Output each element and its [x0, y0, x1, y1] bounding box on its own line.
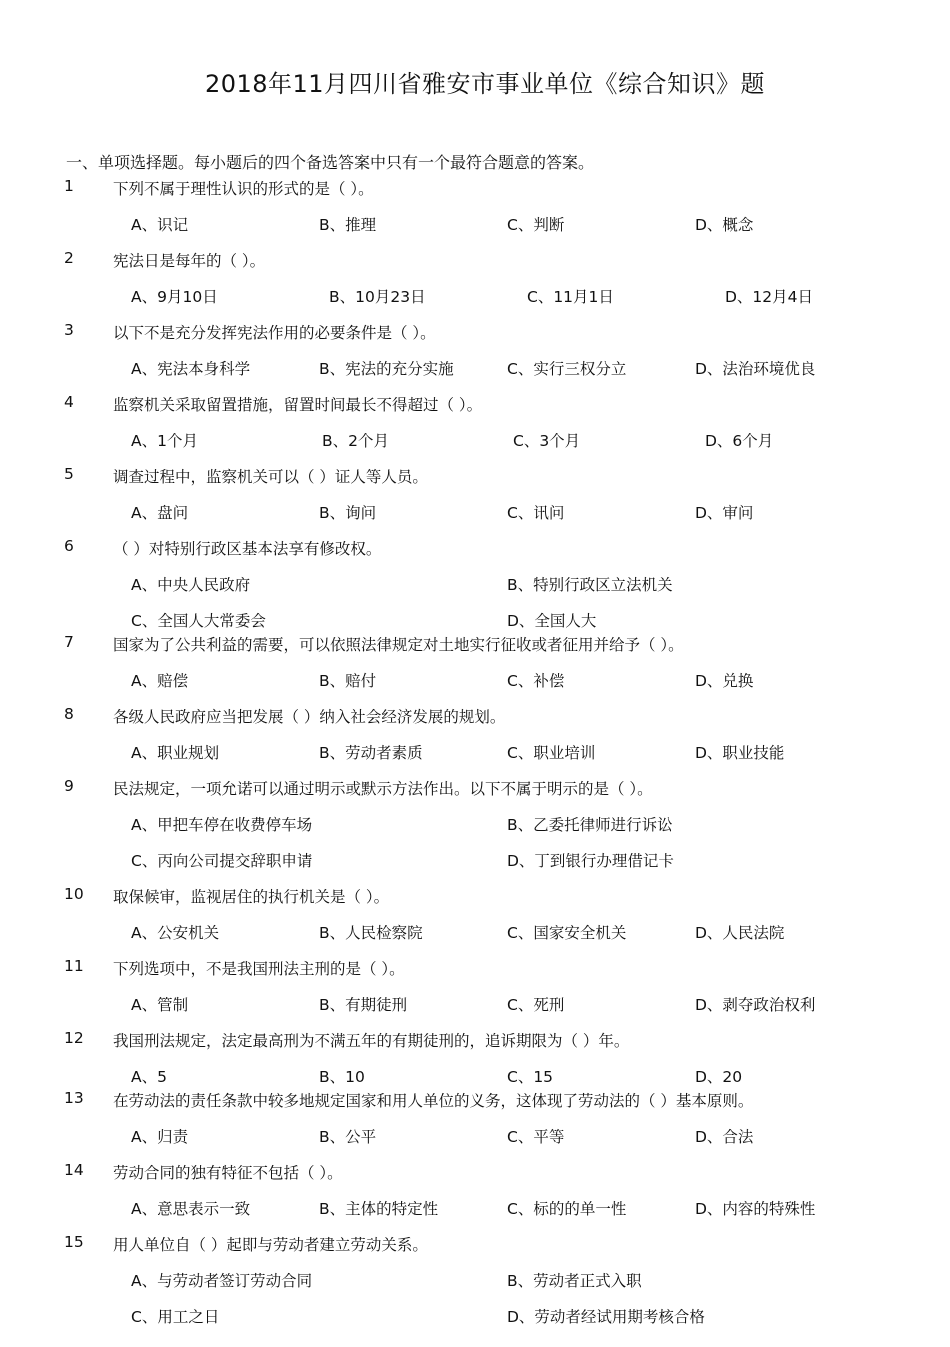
- page-title: 2018年11月四川省雅安市事业单位《综合知识》题: [204, 70, 766, 98]
- option-c: C、平等: [507, 1128, 565, 1146]
- option-b: B、有期徒刑: [319, 996, 408, 1014]
- option-c: C、死刑: [507, 996, 565, 1014]
- question-stem: 宪法日是每年的（ ）。: [113, 252, 266, 270]
- question-number: 9: [64, 777, 74, 795]
- option-a: A、职业规划: [131, 744, 220, 762]
- question-number: 10: [64, 885, 84, 903]
- option-b: B、10: [319, 1068, 365, 1086]
- option-d: D、全国人大: [507, 612, 597, 630]
- option-d: D、合法: [695, 1128, 754, 1146]
- option-a: A、5: [131, 1068, 167, 1086]
- option-a: A、9月10日: [131, 288, 218, 306]
- question-stem: 取保候审，监视居住的执行机关是（ ）。: [113, 888, 390, 906]
- option-c: C、全国人大常委会: [131, 612, 266, 630]
- option-a: A、盘问: [131, 504, 189, 522]
- option-d: D、丁到银行办理借记卡: [507, 852, 674, 870]
- option-c: C、职业培训: [507, 744, 596, 762]
- option-d: D、剥夺政治权利: [695, 996, 816, 1014]
- question-stem: 调查过程中，监察机关可以（ ）证人等人员。: [113, 468, 428, 486]
- question-stem: 劳动合同的独有特征不包括（ ）。: [113, 1164, 343, 1182]
- question-number: 11: [64, 957, 84, 975]
- option-c: C、实行三权分立: [507, 360, 627, 378]
- question-stem: 监察机关采取留置措施，留置时间最长不得超过（ ）。: [113, 396, 483, 414]
- question-stem: 我国刑法规定，法定最高刑为不满五年的有期徒刑的，追诉期限为（ ）年。: [113, 1032, 630, 1050]
- question-stem: 用人单位自（ ）起即与劳动者建立劳动关系。: [113, 1236, 428, 1254]
- option-a: A、识记: [131, 216, 189, 234]
- option-a: A、赔偿: [131, 672, 189, 690]
- option-a: A、甲把车停在收费停车场: [131, 816, 313, 834]
- question-stem: 民法规定，一项允诺可以通过明示或默示方法作出。以下不属于明示的是（ ）。: [113, 780, 653, 798]
- option-a: A、意思表示一致: [131, 1200, 251, 1218]
- question-number: 5: [64, 465, 74, 483]
- option-d: D、兑换: [695, 672, 754, 690]
- option-d: D、法治环境优良: [695, 360, 816, 378]
- question-stem: 下列选项中，不是我国刑法主刑的是（ ）。: [113, 960, 405, 978]
- option-c: C、用工之日: [131, 1308, 220, 1326]
- option-c: C、丙向公司提交辞职申请: [131, 852, 313, 870]
- option-b: B、劳动者素质: [319, 744, 423, 762]
- option-d: D、概念: [695, 216, 754, 234]
- option-a: A、归责: [131, 1128, 189, 1146]
- option-b: B、人民检察院: [319, 924, 423, 942]
- option-d: D、内容的特殊性: [695, 1200, 816, 1218]
- option-a: A、中央人民政府: [131, 576, 251, 594]
- question-number: 14: [64, 1161, 84, 1179]
- question-number: 2: [64, 249, 74, 267]
- option-d: D、20: [695, 1068, 743, 1086]
- option-c: C、讯问: [507, 504, 565, 522]
- option-a: A、公安机关: [131, 924, 220, 942]
- option-b: B、公平: [319, 1128, 377, 1146]
- option-d: D、6个月: [705, 432, 774, 450]
- option-d: D、职业技能: [695, 744, 785, 762]
- option-c: C、补偿: [507, 672, 565, 690]
- option-c: C、15: [507, 1068, 554, 1086]
- option-d: D、审问: [695, 504, 754, 522]
- option-c: C、3个月: [513, 432, 581, 450]
- option-d: D、12月4日: [725, 288, 814, 306]
- option-b: B、赔付: [319, 672, 377, 690]
- option-a: A、与劳动者签订劳动合同: [131, 1272, 313, 1290]
- option-b: B、主体的特定性: [319, 1200, 439, 1218]
- option-d: D、人民法院: [695, 924, 785, 942]
- question-number: 13: [64, 1089, 84, 1107]
- option-b: B、特别行政区立法机关: [507, 576, 673, 594]
- question-stem: 在劳动法的责任条款中较多地规定国家和用人单位的义务，这体现了劳动法的（ ）基本原则。: [113, 1092, 754, 1110]
- question-number: 12: [64, 1029, 84, 1047]
- option-a: A、宪法本身科学: [131, 360, 251, 378]
- option-b: B、宪法的充分实施: [319, 360, 454, 378]
- question-stem: 各级人民政府应当把发展（ ）纳入社会经济发展的规划。: [113, 708, 506, 726]
- question-number: 3: [64, 321, 74, 339]
- question-number: 7: [64, 633, 74, 651]
- option-b: B、劳动者正式入职: [507, 1272, 642, 1290]
- option-b: B、询问: [319, 504, 377, 522]
- question-number: 6: [64, 537, 74, 555]
- option-c: C、标的的单一性: [507, 1200, 627, 1218]
- option-a: A、1个月: [131, 432, 198, 450]
- option-d: D、劳动者经试用期考核合格: [507, 1308, 705, 1326]
- question-number: 8: [64, 705, 74, 723]
- question-number: 1: [64, 177, 74, 195]
- option-a: A、管制: [131, 996, 189, 1014]
- question-stem: 下列不属于理性认识的形式的是（ ）。: [113, 180, 374, 198]
- option-c: C、11月1日: [527, 288, 614, 306]
- option-b: B、乙委托律师进行诉讼: [507, 816, 673, 834]
- question-number: 4: [64, 393, 74, 411]
- option-c: C、判断: [507, 216, 565, 234]
- question-number: 15: [64, 1233, 84, 1251]
- option-b: B、推理: [319, 216, 377, 234]
- question-stem: 国家为了公共利益的需要，可以依照法律规定对土地实行征收或者征用并给予（ ）。: [113, 636, 684, 654]
- section-heading: 一、单项选择题。每小题后的四个备选答案中只有一个最符合题意的答案。: [66, 153, 595, 172]
- question-stem: 以下不是充分发挥宪法作用的必要条件是（ ）。: [113, 324, 436, 342]
- question-stem: （ ）对特别行政区基本法享有修改权。: [113, 540, 382, 558]
- option-b: B、10月23日: [329, 288, 426, 306]
- option-c: C、国家安全机关: [507, 924, 627, 942]
- option-b: B、2个月: [322, 432, 389, 450]
